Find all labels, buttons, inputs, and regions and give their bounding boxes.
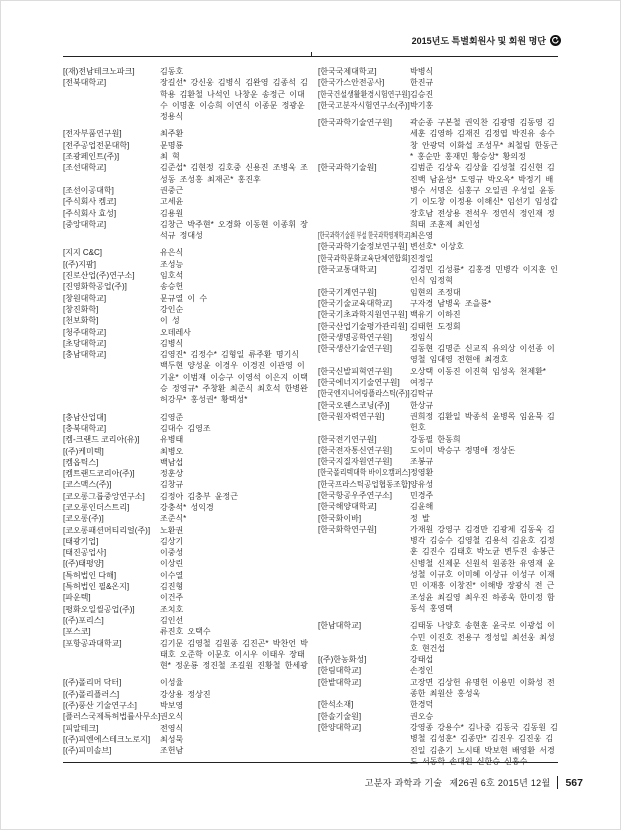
org-label: [한국폴리텍대학 바이오캠퍼스] bbox=[318, 468, 411, 478]
member-names: 한진규 bbox=[410, 78, 434, 88]
org-label: [(주)폴리플러스] bbox=[63, 689, 120, 699]
org-label: [(주)풍산 기술연구소] bbox=[63, 701, 137, 711]
directory-entry bbox=[63, 338, 308, 349]
member-names: 변선호* 이상호 bbox=[410, 242, 464, 252]
member-names: 최 혁 bbox=[160, 152, 180, 162]
member-names: 구자경 남병욱 조을룡* bbox=[410, 298, 492, 308]
member-names: 김병식 bbox=[160, 338, 184, 348]
directory-entry bbox=[63, 219, 308, 242]
member-names: 오데레사 bbox=[160, 327, 191, 337]
member-names: 정임식 bbox=[410, 332, 434, 342]
directory-entry bbox=[318, 411, 558, 434]
org-label: [전북대학교] bbox=[63, 78, 107, 88]
org-label: [한국전기연구원] bbox=[318, 434, 377, 444]
directory-entry bbox=[318, 722, 558, 767]
member-names: 김윤해 bbox=[410, 502, 434, 512]
org-label: [피알테크] bbox=[63, 723, 99, 733]
member-names: 정 발 bbox=[410, 513, 430, 523]
org-label: [한국기초과학지원연구원] bbox=[318, 310, 408, 320]
member-names: 노환권 bbox=[160, 525, 184, 535]
org-label: [한국산업기술평가관리원] bbox=[318, 321, 408, 331]
footer-divider bbox=[63, 762, 558, 763]
org-label: [특허법인 필&온지] bbox=[63, 582, 130, 592]
org-label: [코오롱인더스트리] bbox=[63, 502, 130, 512]
issue-info: 제26권 6호 2015년 12월 bbox=[449, 778, 551, 788]
member-names: 강충석* 성익경 bbox=[160, 502, 214, 512]
member-names: 강태섭 bbox=[410, 655, 434, 665]
directory-entry bbox=[63, 185, 308, 196]
directory-entry bbox=[63, 604, 308, 615]
member-names: 김창근 박주현* 오경화 이동현 이종휘 장석규 정대성 bbox=[160, 219, 308, 241]
directory-entry bbox=[63, 446, 308, 457]
org-label: [충남산업대] bbox=[63, 412, 107, 422]
org-label: [조선이공대학] bbox=[63, 185, 114, 195]
member-names: 김영준 bbox=[160, 412, 184, 422]
directory-entry bbox=[63, 140, 308, 151]
directory-entry bbox=[318, 456, 558, 467]
member-names: 김경민 김성룡* 김홍경 민병각 이지훈 인인식 임정혁 bbox=[410, 265, 558, 286]
org-label: [(주)태평양] bbox=[63, 559, 104, 569]
org-label: [한국국제대학교] bbox=[318, 67, 377, 76]
org-label: [플러스국제특허법률사무소] bbox=[63, 712, 161, 722]
org-label: [한국항공우주연구소] bbox=[318, 490, 392, 500]
member-names: 김대수 김영조 bbox=[160, 423, 211, 433]
directory-entry bbox=[318, 230, 558, 241]
org-label: [한국생산기술연구원] bbox=[318, 344, 392, 354]
member-names: 류진호 오택수 bbox=[160, 627, 211, 637]
directory-entry bbox=[318, 298, 558, 309]
directory-entry bbox=[63, 434, 308, 445]
member-names: 강상용 정상진 bbox=[160, 689, 211, 699]
org-label: [켐트랜드코리아(주)] bbox=[63, 469, 135, 479]
org-label: [한국프라스틱공업협동조합] bbox=[318, 479, 411, 489]
member-names: 문명룡 bbox=[160, 140, 184, 150]
org-label: [진영화학공업(주)] bbox=[63, 282, 127, 292]
member-names: 이건주 bbox=[160, 593, 184, 603]
member-names: 한경덕 bbox=[410, 700, 434, 710]
member-names: 박병식 bbox=[410, 67, 434, 76]
member-names: 김기문 김영철 김원종 김진곤* 박찬언 박태호 오준학 이문호 이시우 이태우 장태현* 정운룡 정진철 조길원 진황철 한세광 bbox=[160, 638, 308, 671]
directory-entry bbox=[318, 253, 558, 264]
directory-entry bbox=[318, 343, 558, 366]
directory-entry bbox=[318, 513, 558, 524]
member-names: 강영종 강용수* 김나중 김동국 김동원 김병철 김성훈* 김종만* 김진우 김진웅 김진일 김춘기 노시태 박보현 배영환 서경도 서동학 손대원 신한승 신홍수 bbox=[410, 722, 558, 766]
org-label: [(주)지팜] bbox=[63, 259, 96, 269]
member-names: 정훈상 bbox=[160, 469, 184, 479]
directory-entry bbox=[318, 524, 558, 614]
org-label: [(주)피엔에스테크노로지] bbox=[63, 734, 151, 744]
org-label: [한국전자통신연구원] bbox=[318, 445, 392, 455]
directory-entry bbox=[318, 117, 558, 162]
member-names: 김승진 bbox=[410, 89, 434, 99]
org-label: [창원대학교] bbox=[63, 293, 107, 303]
org-label: [초당대학교] bbox=[63, 338, 107, 348]
directory-entry bbox=[318, 620, 558, 654]
member-names: 유병태 bbox=[160, 435, 184, 445]
directory-entry bbox=[318, 654, 558, 665]
directory-entry bbox=[318, 321, 558, 332]
directory-entry bbox=[318, 89, 558, 100]
page-number: 567 bbox=[565, 776, 583, 789]
directory-entry bbox=[63, 162, 308, 185]
org-label: [한국해양대학교] bbox=[318, 502, 377, 512]
org-label: [한국생명공학연구원] bbox=[318, 332, 392, 342]
directory-entry bbox=[318, 501, 558, 512]
directory-entry bbox=[318, 287, 558, 298]
org-label: [한국기술교육대학교] bbox=[318, 298, 392, 308]
org-label: [한국가스안전공사] bbox=[318, 78, 385, 88]
member-names: 김태헌 도정회 bbox=[410, 321, 461, 331]
member-names: 김범준 김상욱 김상율 김성철 김신현 김진백 남윤성* 도영규 박오옥* 박정기 배병수 서명은 심홍구 오일권 우성일 윤동기 이도창 이정용 이해신* 임선기 임성갑 장호남 전상용 전석우 정연식 정인재 정희태 조훈제 최인성 bbox=[410, 163, 558, 229]
member-names: 김준섭* 김현정 김호중 신용진 조병욱 조성동 조성홍 최재곤* 홍진후 bbox=[160, 163, 308, 184]
directory-entry bbox=[63, 479, 308, 490]
member-names: 곽순종 구본철 권익찬 김광명 김동영 김세훈 김영하 김재진 김정엽 박진유 송수창 안광덕 이화섭 조성무* 최철림 한동근* 홍순만 홍재민 황승상* 황의정 bbox=[410, 118, 558, 162]
member-names: 최주환 bbox=[160, 129, 184, 139]
directory-entry bbox=[63, 315, 308, 326]
directory-entry bbox=[63, 558, 308, 569]
member-names: 조봉규 bbox=[410, 457, 434, 467]
org-label: [코오롱(주)] bbox=[63, 514, 104, 524]
member-names: 김진형 bbox=[160, 582, 184, 592]
org-label: [켐옵틱스] bbox=[63, 457, 99, 467]
directory-entry bbox=[63, 581, 308, 592]
org-label: [충북대학교] bbox=[63, 423, 107, 433]
directory-entry bbox=[63, 423, 308, 434]
org-label: [한국지질자원연구원] bbox=[318, 457, 392, 467]
member-names: 이중성 bbox=[160, 548, 184, 558]
directory-entry bbox=[63, 327, 308, 338]
directory-entry bbox=[318, 241, 558, 252]
member-names: 강동필 한동희 bbox=[410, 434, 461, 444]
member-names: 권오승 bbox=[410, 711, 434, 721]
directory-entry bbox=[318, 264, 558, 287]
org-label: [(주)포리스] bbox=[63, 615, 104, 625]
member-names: 김탁규 bbox=[410, 389, 434, 399]
member-names: 가재원 강영구 김경만 김광제 김동욱 김병각 김승수 김영철 김용석 김윤호 김정훈 김진수 김태호 박노균 변두진 송봉근 신병철 신제문 신원석 원종찬 유영재 윤성철 이규호 이미혜 이상규 이성구 이재민 이재흥 이창진* 이해방 장광식 전 근 조성윤 최길영 최우진 하종욱 한미정 함동석 홍영택 bbox=[410, 524, 555, 613]
footer-separator bbox=[557, 776, 558, 789]
directory-entry bbox=[63, 615, 308, 626]
directory-entry bbox=[318, 366, 558, 377]
directory-entry bbox=[318, 677, 558, 700]
directory-entry bbox=[63, 513, 308, 524]
org-label: [창진화학] bbox=[63, 304, 99, 314]
org-label: [한국에너지기술연구원] bbox=[318, 378, 400, 388]
org-label: [주식회사 켐코] bbox=[63, 197, 117, 207]
member-names: 이수열 bbox=[160, 570, 184, 580]
member-names: 장길선* 강신웅 김병식 김완영 김종석 김학용 김환철 나석인 나창운 송정근 이대수 이명훈 이승희 이연식 이종문 정광운 정용식 bbox=[160, 78, 308, 122]
member-names: 최성묵 bbox=[160, 734, 184, 744]
directory-entry bbox=[63, 77, 308, 122]
member-names: 김인선 bbox=[160, 615, 184, 625]
directory-entry bbox=[63, 711, 308, 722]
directory-entry bbox=[318, 711, 558, 722]
directory-entry bbox=[63, 525, 308, 536]
member-names: 김용원 bbox=[160, 208, 184, 218]
org-label: [한림대학교] bbox=[318, 666, 362, 676]
member-names: 김동호 bbox=[160, 67, 184, 76]
org-label: [포항공과대학교] bbox=[63, 638, 122, 648]
org-label: [한국고분자시험연구소(주)] bbox=[318, 100, 410, 110]
directory-entry bbox=[318, 388, 558, 399]
directory-column-left bbox=[63, 66, 308, 767]
directory-entry bbox=[63, 281, 308, 292]
org-label: [코오롱그룹중앙연구소] bbox=[63, 491, 145, 501]
org-label: [한국교통대학교] bbox=[318, 265, 377, 275]
member-names: 양유성 bbox=[410, 479, 434, 489]
org-label: [한국엔지니어링플라스틱(주)] bbox=[318, 389, 410, 399]
member-names: 진정일 bbox=[410, 253, 434, 263]
org-label: [태진공업사] bbox=[63, 548, 107, 558]
org-label: [(주)폴리머 닥터] bbox=[63, 678, 122, 688]
org-label: [전주공업전문대학] bbox=[63, 140, 130, 150]
org-label: [(주)피미솔브] bbox=[63, 746, 112, 756]
org-label: [한남대학교] bbox=[318, 621, 362, 631]
member-names: 도이미 박승구 정명애 정상돈 bbox=[410, 445, 516, 455]
member-names: 여정구 bbox=[410, 378, 434, 388]
org-label: [한밭대학교] bbox=[318, 677, 362, 687]
org-label: [한국신발피혁연구원] bbox=[318, 366, 392, 376]
directory-entry bbox=[318, 332, 558, 343]
directory-entry bbox=[318, 490, 558, 501]
member-names: 권중근 bbox=[160, 185, 184, 195]
org-label: [한석소재] bbox=[318, 700, 354, 710]
member-names: 유은식 bbox=[160, 248, 184, 258]
org-label: [중앙대학교] bbox=[63, 219, 107, 229]
org-label: [한국오웬스코닝(주)] bbox=[318, 400, 390, 410]
org-label: [평화오일씰공업(주)] bbox=[63, 604, 135, 614]
member-names: 오상택 이동진 이진혁 임성옥 천제환* bbox=[410, 366, 546, 376]
member-names: 조준식* bbox=[160, 514, 187, 524]
directory-entry bbox=[63, 304, 308, 315]
org-label: [천보화학] bbox=[63, 316, 99, 326]
directory-columns bbox=[63, 66, 558, 767]
member-names: 백남섭 bbox=[160, 457, 184, 467]
directory-entry bbox=[318, 162, 558, 230]
member-names: 민경주 bbox=[410, 490, 434, 500]
org-label: [지지 C&C] bbox=[63, 248, 103, 258]
directory-entry bbox=[318, 479, 558, 490]
member-names: 권희정 김환일 박종석 윤병목 임윤묵 김헌호 bbox=[410, 411, 555, 433]
directory-entry bbox=[63, 412, 308, 423]
directory-entry bbox=[318, 66, 558, 77]
directory-entry bbox=[63, 547, 308, 558]
directory-entry bbox=[318, 699, 558, 710]
org-label: [청주대학교] bbox=[63, 327, 107, 337]
member-names: 최병오 bbox=[160, 446, 184, 456]
org-label: [한국기계연구원] bbox=[318, 287, 377, 297]
org-label: [파운텍] bbox=[63, 593, 91, 603]
member-names: 백유기 이하진 bbox=[410, 310, 461, 320]
directory-entry bbox=[318, 467, 558, 478]
directory-entry bbox=[63, 270, 308, 281]
org-label: [조광페인트(주)] bbox=[63, 152, 120, 162]
directory-entry bbox=[63, 491, 308, 502]
directory-entry bbox=[318, 309, 558, 320]
org-label: [한솔기술원] bbox=[318, 711, 362, 721]
directory-entry bbox=[63, 745, 308, 756]
org-label: [한국과학기술원 부설 한국과학영재학교] bbox=[318, 231, 411, 241]
directory-entry bbox=[63, 734, 308, 745]
org-label: [전자부품연구원] bbox=[63, 129, 122, 139]
member-names: 권오식 bbox=[160, 712, 184, 722]
directory-column-right bbox=[318, 66, 558, 767]
org-label: [(주)한농화성] bbox=[318, 655, 367, 665]
page-title: 2015년도 특별회원사 및 회원 명단 bbox=[411, 36, 546, 46]
directory-entry bbox=[318, 100, 558, 111]
directory-entry bbox=[318, 77, 558, 88]
directory-entry bbox=[63, 457, 308, 468]
directory-entry bbox=[63, 626, 308, 637]
member-names: 정영환 bbox=[410, 468, 434, 478]
directory-entry bbox=[63, 208, 308, 219]
directory-entry bbox=[63, 196, 308, 207]
member-names: 김태동 나양호 송현훈 윤국로 이광섭 이수민 이진호 전용구 정성일 최선웅 최성호 현건섭 bbox=[410, 621, 555, 653]
member-names: 김동현 김명준 신교직 유의상 이선종 이영철 임대영 전현애 최경호 bbox=[410, 344, 555, 365]
directory-entry bbox=[63, 349, 308, 405]
org-label: [(재)전남테크노파크] bbox=[63, 67, 135, 76]
member-names: 김정아 김충부 윤정근 bbox=[160, 491, 238, 501]
directory-entry bbox=[63, 536, 308, 547]
org-label: [주식회사 효성] bbox=[63, 208, 117, 218]
member-names: 이성율 bbox=[160, 678, 184, 688]
journal-title: 고분자 과학과 기술 bbox=[364, 778, 443, 788]
directory-entry bbox=[318, 434, 558, 445]
directory-entry bbox=[318, 377, 558, 388]
member-names: 김상기 bbox=[160, 536, 184, 546]
org-label: [한국과학기술연구원] bbox=[318, 118, 392, 128]
org-label: [코오롱패션머티리얼(주)] bbox=[63, 525, 151, 535]
directory-entry bbox=[63, 66, 308, 77]
org-label: [태광기업] bbox=[63, 536, 99, 546]
directory-entry bbox=[63, 247, 308, 258]
org-label: [한국과학기술정보연구원] bbox=[318, 242, 408, 252]
org-label: [한국원자력연구원] bbox=[318, 411, 385, 421]
directory-entry bbox=[63, 151, 308, 162]
org-label: [포스코] bbox=[63, 627, 91, 637]
org-label: [한국화학연구원] bbox=[318, 524, 377, 534]
member-names: 임현의 조정대 bbox=[410, 287, 461, 297]
member-names: 조헌남 bbox=[160, 746, 184, 756]
member-names: 조성능 bbox=[160, 259, 184, 269]
org-label: [특허법인 다해] bbox=[63, 570, 117, 580]
directory-entry bbox=[63, 700, 308, 711]
directory-entry bbox=[63, 677, 308, 688]
member-names: 문규열 이 수 bbox=[160, 293, 208, 303]
section-marker-icon bbox=[550, 35, 561, 46]
org-label: [한국과학기술원] bbox=[318, 163, 377, 173]
org-label: [충남대학교] bbox=[63, 350, 107, 360]
member-names: 손정인 bbox=[410, 666, 434, 676]
page-header bbox=[412, 34, 561, 47]
org-label: [한국과학문화교육단체연합회] bbox=[318, 253, 410, 263]
member-names: 송승헌 bbox=[160, 282, 184, 292]
directory-entry bbox=[63, 468, 308, 479]
directory-entry bbox=[63, 689, 308, 700]
directory-entry bbox=[63, 502, 308, 513]
member-names: 조치호 bbox=[160, 604, 184, 614]
directory-entry bbox=[63, 592, 308, 603]
org-label: [코스맥스(주)] bbox=[63, 480, 112, 490]
member-names: 김창규 bbox=[160, 480, 184, 490]
directory-entry bbox=[63, 570, 308, 581]
member-names: 김영진* 김정수* 김형일 류주환 명기식 백두현 양성윤 이경우 이경진 이관영 이기윤* 이범재 이승구 이영석 이은지 이택승 정영규* 주창환 최준식 최호석 한병완 허강무* 홍성권* 황택성* bbox=[160, 350, 308, 405]
member-names: 이상린 bbox=[160, 559, 184, 569]
directory-entry bbox=[63, 259, 308, 270]
member-names: 이 성 bbox=[160, 316, 180, 326]
org-label: [진로산업(주)연구소] bbox=[63, 271, 135, 281]
member-names: 강인순 bbox=[160, 304, 184, 314]
member-names: 전영식 bbox=[160, 723, 184, 733]
directory-entry bbox=[63, 723, 308, 734]
directory-entry bbox=[318, 445, 558, 456]
member-names: 고세윤 bbox=[160, 197, 184, 207]
member-names: 임호석 bbox=[160, 271, 184, 281]
member-names: 고장면 김상헌 유명헌 이용민 이화성 전종한 최원산 홍성욱 bbox=[410, 677, 555, 699]
org-label: [한국화이바] bbox=[318, 513, 362, 523]
page-footer bbox=[365, 776, 583, 789]
org-label: [(주)케미텍] bbox=[63, 446, 104, 456]
org-label: [켐-크랜드 코리아(유)] bbox=[63, 435, 140, 445]
directory-entry bbox=[63, 638, 308, 672]
directory-entry bbox=[318, 665, 558, 676]
member-names: 박보영 bbox=[160, 701, 184, 711]
header-divider bbox=[63, 56, 558, 57]
org-label: [조선대학교] bbox=[63, 163, 107, 173]
member-names: 최은영 bbox=[410, 231, 434, 241]
directory-entry bbox=[63, 293, 308, 304]
member-names: 박기홍 bbox=[410, 100, 434, 110]
member-names: 한상규 bbox=[410, 400, 434, 410]
directory-entry bbox=[63, 128, 308, 139]
org-label: [한국건설생활환경시험연구원] bbox=[318, 89, 410, 99]
directory-entry bbox=[318, 400, 558, 411]
org-label: [한양대학교] bbox=[318, 722, 362, 732]
